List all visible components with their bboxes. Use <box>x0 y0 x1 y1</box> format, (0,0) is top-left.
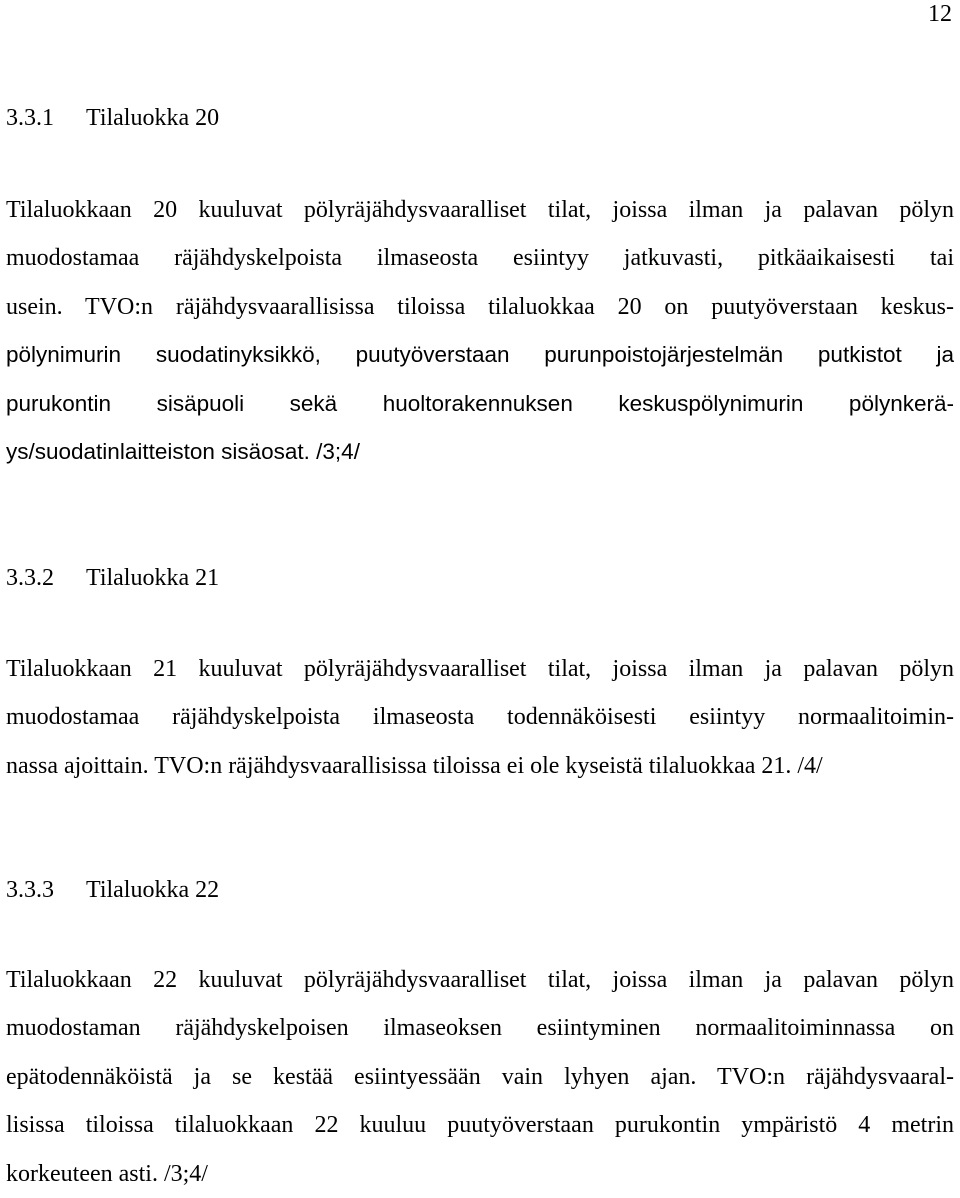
paragraph-line: muodostamaa räjähdyskelpoista ilmaseosta todennäköisesti esiintyy normaalitoimin- <box>6 704 954 731</box>
paragraph-line: muodostaman räjähdyskelpoisen ilmaseoksen esiintyminen normaalitoiminnassa on <box>6 1015 954 1042</box>
paragraph-line: epätodennäköistä ja se kestää esiintyessään vain lyhyen ajan. TVO:n räjähdysvaaral- <box>6 1063 954 1090</box>
paragraph-line: korkeuteen asti. /3;4/ <box>6 1160 208 1187</box>
section-paragraph-3-3-2 <box>6 645 954 790</box>
paragraph-line: Tilaluokkaan 20 kuuluvat pölyräjähdysvaaralliset tilat, joissa ilman ja palavan pölyn <box>6 197 954 223</box>
paragraph-line: nassa ajoittain. TVO:n räjähdysvaarallisissa tiloissa ei ole kyseistä tilaluokkaa 21. /4/ <box>6 752 823 779</box>
section-heading-3-3-1 <box>6 104 219 132</box>
section-heading-3-3-2 <box>6 564 219 592</box>
section-title: Tilaluokka 20 <box>86 105 220 131</box>
section-heading-3-3-3 <box>6 876 219 904</box>
paragraph-line: lisissa tiloissa tilaluokkaan 22 kuuluu puutyöverstaan purukontin ympäristö 4 metrin <box>6 1112 954 1139</box>
section-number: 3.3.1 <box>6 105 54 131</box>
paragraph-line: usein. TVO:n räjähdysvaarallisissa tiloissa tilaluokkaa 20 on puutyöverstaan keskus- <box>6 293 954 320</box>
paragraph-line: Tilaluokkaan 22 kuuluvat pölyräjähdysvaaralliset tilat, joissa ilman ja palavan pölyn <box>6 967 954 993</box>
paragraph-line: pölynimurin suodatinyksikkö, puutyöverstaan purunpoistojärjestelmän putkistot ja <box>6 342 954 368</box>
paragraph-line: purukontin sisäpuoli sekä huoltorakennuksen keskuspölynimurin pölynkerä- <box>6 390 954 416</box>
paragraph-line: muodostamaa räjähdyskelpoista ilmaseosta esiintyy jatkuvasti, pitkäaikaisesti tai <box>6 245 954 272</box>
section-title: Tilaluokka 22 <box>86 877 220 903</box>
section-title: Tilaluokka 21 <box>86 565 220 591</box>
section-paragraph-3-3-1 <box>6 186 954 476</box>
paragraph-line: ys/suodatinlaitteiston sisäosat. /3;4/ <box>6 439 360 465</box>
page-number: 12 <box>928 1 952 27</box>
section-number: 3.3.2 <box>6 565 54 591</box>
section-paragraph-3-3-3 <box>6 956 954 1198</box>
section-number: 3.3.3 <box>6 877 54 903</box>
paragraph-line: Tilaluokkaan 21 kuuluvat pölyräjähdysvaaralliset tilat, joissa ilman ja palavan pölyn <box>6 656 954 682</box>
